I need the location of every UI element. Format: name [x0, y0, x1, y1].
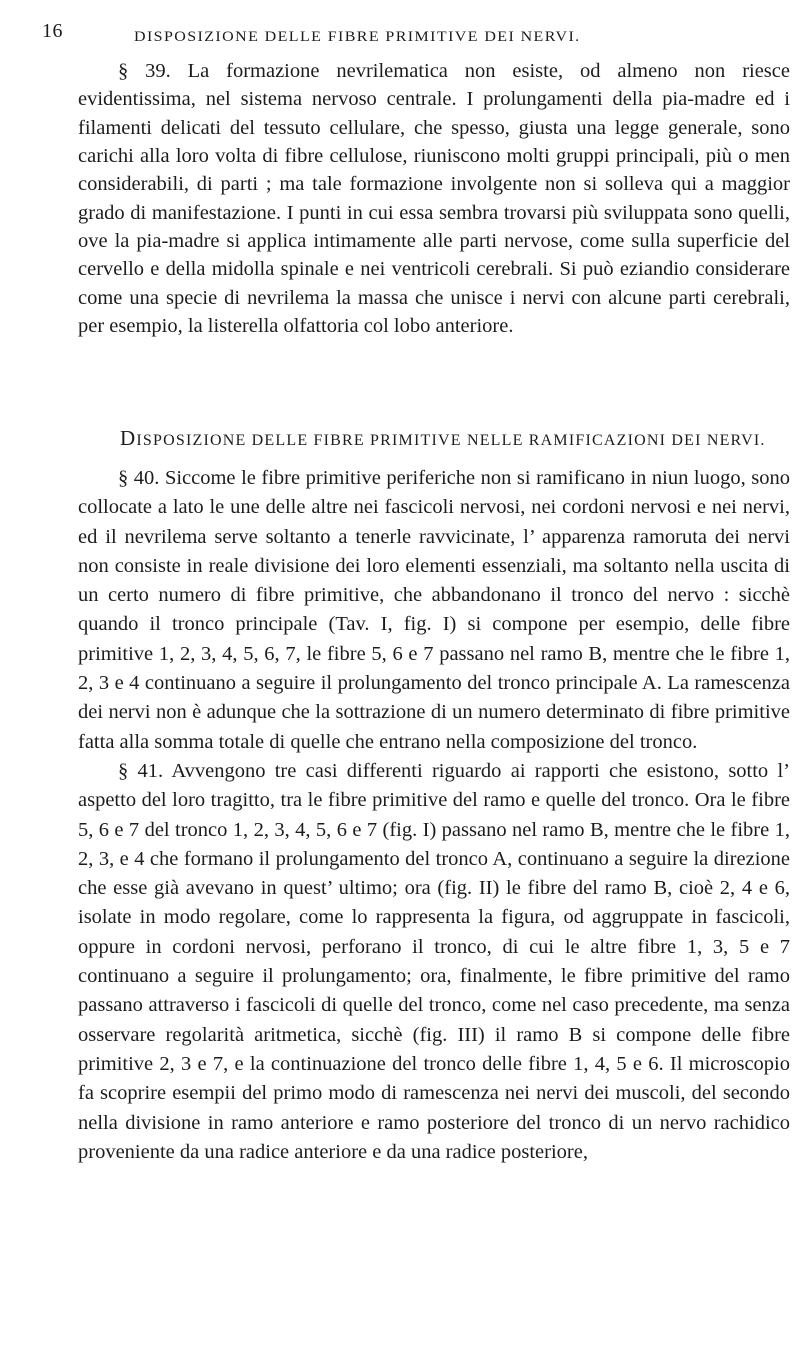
running-head: [42, 20, 784, 50]
section-heading-text: ISPOSIZIONE DELLE FIBRE PRIMITIVE NELLE RAMIFICAZIONI DEI NERVI.: [136, 432, 766, 449]
text-block-bottom: [78, 464, 790, 1167]
section-heading-initial: D: [120, 426, 137, 450]
text-block-top: [78, 57, 790, 340]
section-heading: [120, 426, 766, 451]
paragraph-40: § 40. Siccome le fibre primitive periferiche non si ramificano in niun luogo, sono collocate a lato le une delle altre nei fascicoli nervosi, nei cordoni nervosi e nei nervi, ed il nevrilema serve soltanto a tenerle ravvicinate, l’ apparenza ramoruta dei nervi non consiste in reale divisione dei loro elementi essenziali, ma soltanto nella uscita di un certo numero di fibre primitive, che abbandonano il tronco del nervo : sicchè quando il tronco principale (Tav. I, fig. I) si compone per esempio, delle fibre primitive 1, 2, 3, 4, 5, 6, 7, le fibre 5, 6 e 7 passano nel ramo B, mentre che le fibre 1, 2, 3 e 4 continuano a seguire il prolungamento del tronco principale A. La ramescenza dei nervi non è adunque che la sottrazione di un numero determinato di fibre primitive fatta alla somma totale di quelle che entrano nella composizione del tronco.: [78, 467, 790, 753]
running-title: DISPOSIZIONE DELLE FIBRE PRIMITIVE DEI NERVI.: [134, 28, 581, 45]
paragraph-39: § 39. La formazione nevrilematica non esiste, od almeno non riesce evidentissima, nel sistema nervoso centrale. I prolungamenti della pia-madre ed i filamenti delicati del tessuto cellulare, che spesso, giusta una legge generale, sono carichi alla loro volta di fibre cellulose, riuniscono molti gruppi principali, più o men considerabili, di parti ; ma tale formazione involgente non si solleva qui a maggior grado di manifestazione. I punti in cui essa sembra trovarsi più sviluppata sono quelli, ove la pia-madre si applica intimamente alle parti nervose, come sulla superficie del cervello e della midolla spinale e nei ventricoli cerebrali. Si può eziandio considerare come una specie di nevrilema la massa che unisce i nervi con alcune parti cerebrali, per esempio, la listerella olfattoria col lobo anteriore.: [78, 60, 790, 338]
page-number: 16: [42, 20, 63, 42]
paragraph-41: § 41. Avvengono tre casi differenti riguardo ai rapporti che esistono, sotto l’ aspetto del loro tragitto, tra le fibre primitive del ramo e quelle del tronco. Ora le fibre 5, 6 e 7 del tronco 1, 2, 3, 4, 5, 6 e 7 (fig. I) passano nel ramo B, mentre che le fibre 1, 2, 3, e 4 che formano il prolungamento del tronco A, continuano a seguire la direzione che esse già avevano in quest’ ultimo; ora (fig. II) le fibre del ramo B, cioè 2, 4 e 6, isolate in modo regolare, come lo rappresenta la figura, od aggruppate in fascicoli, oppure in cordoni nervosi, perforano il tronco, di cui le altre fibre 1, 3, 5 e 7 continuano a seguire il prolungamento; ora, finalmente, le fibre primitive del ramo passano attraverso i fascicoli di quelle del tronco, come nel caso precedente, ma senza osservare regolarità aritmetica, sicchè (fig. III) il ramo B si compone delle fibre primitive 2, 3 e 7, e la continuazione del tronco delle fibre 1, 4, 5 e 6. Il microscopio fa scoprire esempii del primo modo di ramescenza nei nervi dei muscoli, del secondo nella divisione in ramo anteriore e ramo posteriore del tronco di un nervo rachidico proveniente da una radice anteriore e da una radice posteriore,: [78, 759, 790, 1163]
